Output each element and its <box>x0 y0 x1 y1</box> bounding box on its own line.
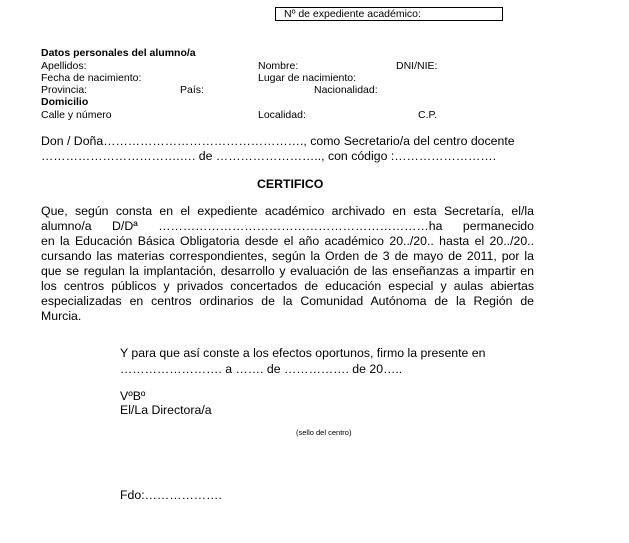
body-line: especializadas en centros ordinarios de la Comunidad Autónoma de la Región de <box>41 294 534 308</box>
fdo-signature-line: Fdo:………………. <box>120 488 222 502</box>
personal-data-heading: Datos personales del alumno/a <box>41 47 196 59</box>
vobo-label: VºBº <box>120 389 146 403</box>
body-line: cursando las materias correspondientes, según la Orden de 3 de mayo de 2011, por la <box>41 249 534 263</box>
expediente-label: Nº de expediente académico: <box>284 8 421 20</box>
pais-label: País: <box>180 84 204 96</box>
body-line: los centros públicos y privados concertados de educación especial y aulas abiertas <box>41 279 534 293</box>
expediente-box <box>275 7 503 21</box>
nombre-label: Nombre: <box>258 60 299 72</box>
domicilio-heading: Domicilio <box>41 96 89 108</box>
director-label: El/La Directora/a <box>120 403 212 417</box>
lugar-nacimiento-label: Lugar de nacimiento: <box>258 72 357 84</box>
body-line: alumno/a D/Dª …………………………………………………………ha permanecido <box>41 219 534 233</box>
closing-line-2: ……………………. a ……. de ……………. de 20….. <box>120 362 403 376</box>
cp-label: C.P. <box>418 109 438 121</box>
localidad-label: Localidad: <box>258 109 306 121</box>
apellidos-label: Apellidos: <box>41 60 87 72</box>
provincia-label: Provincia: <box>41 84 88 96</box>
body-line: Murcia. <box>41 309 82 323</box>
intro-line-2: …………………………….…. de …………………….., con código :……………………. <box>41 149 497 163</box>
certifico-title: CERTIFICO <box>257 177 324 191</box>
body-line: que se regulan la implantación, desarrollo y evaluación de las enseñanzas a impartir en <box>41 264 534 278</box>
closing-line-1: Y para que así conste a los efectos oportunos, firmo la presente en <box>120 346 486 360</box>
dni-label: DNI/NIE: <box>396 60 438 72</box>
fecha-nacimiento-label: Fecha de nacimiento: <box>41 72 142 84</box>
calle-label: Calle y número <box>41 109 112 121</box>
intro-line-1: Don / Doña…………………………………………., como Secretario/a del centro docente <box>41 134 515 148</box>
body-line: Que, según consta en el expediente académico archivado en esta Secretaría, el/la <box>41 204 534 218</box>
nacionalidad-label: Nacionalidad: <box>314 84 378 96</box>
certificate-body <box>41 204 534 324</box>
body-line: en la Educación Básica Obligatoria desde el año académico 20../20.. hasta el 20../20.. <box>41 234 534 248</box>
sello-label: (sello del centro) <box>296 428 352 437</box>
